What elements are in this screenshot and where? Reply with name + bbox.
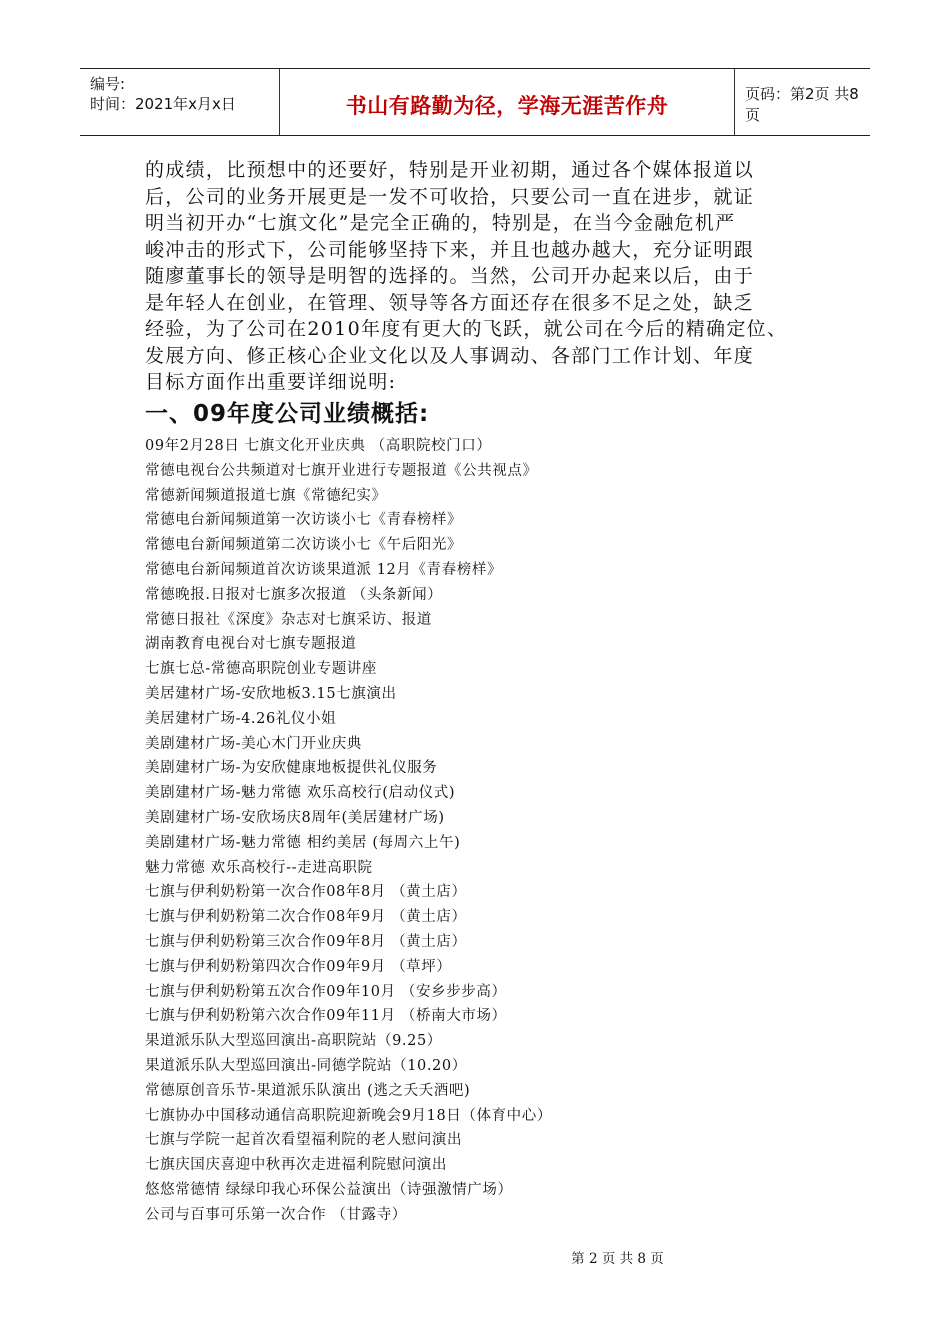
intro-line: 发展方向、修正核心企业文化以及人事调动、各部门工作计划、年度: [145, 344, 755, 367]
intro-line: 明当初开办“七旗文化”是完全正确的，特别是，在当今金融危机严: [145, 212, 736, 234]
header-page-info: 页码：第2页 共8页: [745, 85, 859, 124]
list-item: 七旗与伊利奶粉第四次合作09年9月 （草坪）: [145, 958, 452, 975]
header-meta: [80, 69, 280, 135]
intro-line: 的成绩，比预想中的还要好，特别是开业初期，通过各个媒体报道以: [145, 159, 755, 181]
list-item: 公司与百事可乐第一次合作 （甘露寺）: [145, 1206, 407, 1223]
list-item: 美居建材广场-安欣地板3.15七旗演出: [145, 685, 397, 702]
list-item: 魅力常德 欢乐高校行--走进高职院: [145, 859, 373, 876]
list-item: 美剧建材广场-为安欣健康地板提供礼仪服务: [145, 760, 438, 777]
list-item: 果道派乐队大型巡回演出-高职院站（9.25）: [145, 1033, 442, 1050]
intro-line: 后，公司的业务开展更是一发不可收拾，只要公司一直在进步，就证: [145, 185, 755, 208]
list-item: 常德电台新闻频道第一次访谈小七《青春榜样》: [145, 512, 463, 529]
list-item: 常德电台新闻频道第二次访谈小七《午后阳光》: [145, 537, 463, 554]
achievement-list: [145, 434, 552, 1228]
page-footer: 第 2 页 共 8 页: [571, 1251, 664, 1267]
list-item: 七旗与伊利奶粉第五次合作09年10月 （安乡步步高）: [145, 983, 507, 1000]
list-item: 湖南教育电视台对七旗专题报道: [145, 636, 357, 653]
list-item: 美居建材广场-4.26礼仪小姐: [145, 710, 337, 727]
list-item: 七旗与学院一起首次看望福利院的老人慰问演出: [145, 1132, 463, 1149]
list-item: 09年2月28日 七旗文化开业庆典 （高职院校门口）: [145, 438, 492, 454]
list-item: 常德原创音乐节-果道派乐队演出 (逃之夭夭酒吧): [145, 1082, 471, 1099]
list-item: 七旗与伊利奶粉第六次合作09年11月 （桥南大市场）: [145, 1008, 507, 1025]
list-item: 七旗与伊利奶粉第一次合作08年8月 （黄土店）: [145, 884, 467, 901]
list-item: 常德电台新闻频道首次访谈果道派 12月《青春榜样》: [145, 561, 503, 578]
intro-line: 是年轻人在创业，在管理、领导等各方面还存在很多不足之处，缺乏: [145, 291, 755, 314]
list-item: 美剧建材广场-魅力常德 欢乐高校行(启动仪式): [145, 785, 456, 802]
list-item: 美剧建材广场-美心木门开业庆典: [145, 735, 362, 752]
list-item: 常德晚报.日报对七旗多次报道 （头条新闻）: [145, 586, 443, 603]
section-title: 一、09年度公司业绩概括:: [145, 401, 430, 427]
list-item: 美剧建材广场-魅力常德 相约美居 (每周六上午): [145, 834, 461, 851]
intro-paragraph: [145, 157, 825, 396]
list-item: 七旗七总-常德高职院创业专题讲座: [145, 661, 377, 678]
intro-line: 峻冲击的形式下，公司能够坚持下来，并且也越办越大，充分证明跟: [145, 238, 755, 261]
page-header: [80, 68, 870, 136]
intro-line: 随廖董事长的领导是明智的选择的。当然，公司开办起来以后，由于: [145, 265, 755, 287]
list-item: 常德新闻频道报道七旗《常德纪实》: [145, 487, 387, 504]
list-item: 七旗庆国庆喜迎中秋再次走进福利院慰问演出: [145, 1157, 447, 1174]
time-label: 时间：2021年x月x日: [90, 95, 236, 113]
intro-line: 目标方面作出重要详细说明:: [145, 371, 397, 393]
code-label: 编号:: [90, 75, 126, 93]
list-item: 七旗与伊利奶粉第二次合作08年9月 （黄土店）: [145, 909, 467, 926]
header-motto: 书山有路勤为径，学海无涯苦作舟: [280, 69, 735, 135]
list-item: 七旗与伊利奶粉第三次合作09年8月 （黄土店）: [145, 933, 467, 950]
list-item: 常德电视台公共频道对七旗开业进行专题报道《公共视点》: [145, 462, 538, 479]
list-item: 悠悠常德情 绿绿印我心环保公益演出（诗强激情广场）: [145, 1181, 513, 1198]
list-item: 七旗协办中国移动通信高职院迎新晚会9月18日（体育中心）: [145, 1107, 552, 1124]
list-item: 果道派乐队大型巡回演出-同德学院站（10.20）: [145, 1057, 467, 1074]
list-item: 美剧建材广场-安欣场庆8周年(美居建材广场): [145, 809, 445, 826]
intro-line: 经验，为了公司在2010年度有更大的飞跃，就公司在今后的精确定位、: [145, 318, 788, 340]
list-item: 常德日报社《深度》杂志对七旗采访、报道: [145, 611, 432, 628]
